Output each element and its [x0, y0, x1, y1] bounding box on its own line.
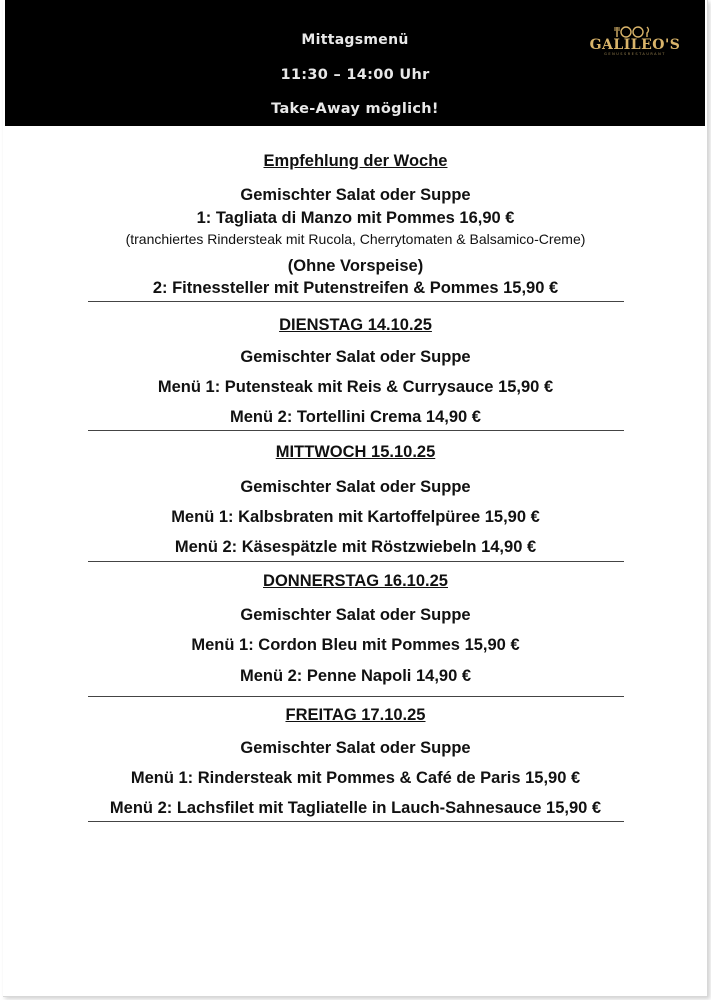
- section-divider: [88, 430, 624, 431]
- week-menu-2: 2: Fitnessteller mit Putenstreifen & Pommes 15,90 €: [152, 279, 559, 297]
- day-starter: Gemischter Salat oder Suppe: [240, 739, 471, 757]
- day-menu-1: Menü 1: Putensteak mit Reis & Currysauce 15,90 €: [157, 378, 554, 396]
- restaurant-logo: [589, 26, 681, 66]
- menu-page: [3, 0, 708, 997]
- opening-hours: 11:30 – 14:00 Uhr: [280, 67, 430, 83]
- week-no-starter: (Ohne Vorspeise): [287, 257, 424, 275]
- day-heading-wednesday: MITTWOCH 15.10.25: [275, 443, 436, 461]
- week-starter: Gemischter Salat oder Suppe: [240, 186, 471, 204]
- week-menu-1: 1: Tagliata di Manzo mit Pommes 16,90 €: [196, 209, 515, 227]
- day-starter: Gemischter Salat oder Suppe: [240, 348, 471, 366]
- logo-wordmark: GALILEO'S: [589, 37, 681, 53]
- section-divider: [88, 696, 624, 697]
- week-heading: Empfehlung der Woche: [263, 152, 448, 170]
- day-heading-tuesday: DIENSTAG 14.10.25: [279, 316, 432, 334]
- day-menu-2: Menü 2: Tortellini Crema 14,90 €: [230, 408, 481, 426]
- day-heading-friday: FREITAG 17.10.25: [285, 706, 426, 724]
- day-menu-1: Menü 1: Cordon Bleu mit Pommes 15,90 €: [191, 636, 520, 654]
- day-menu-1: Menü 1: Rindersteak mit Pommes & Café de Paris 15,90 €: [130, 769, 581, 787]
- menu-title: Mittagsmenü: [301, 32, 409, 48]
- logo-tagline: GENUSSRESTAURANT: [604, 52, 666, 56]
- section-divider: [88, 821, 624, 822]
- takeaway-note: Take-Away möglich!: [271, 101, 439, 117]
- week-menu-1-note: (tranchiertes Rindersteak mit Rucola, Cherrytomaten & Balsamico-Creme): [125, 231, 586, 247]
- section-divider: [88, 301, 624, 302]
- menu-header: [5, 0, 705, 126]
- section-divider: [88, 561, 624, 562]
- day-menu-2: Menü 2: Lachsfilet mit Tagliatelle in Lauch-Sahnesauce 15,90 €: [109, 799, 602, 817]
- day-heading-thursday: DONNERSTAG 16.10.25: [263, 572, 448, 590]
- day-menu-2: Menü 2: Penne Napoli 14,90 €: [239, 667, 472, 685]
- day-starter: Gemischter Salat oder Suppe: [240, 478, 471, 496]
- day-menu-2: Menü 2: Käsespätzle mit Röstzwiebeln 14,90 €: [174, 538, 537, 556]
- day-starter: Gemischter Salat oder Suppe: [240, 606, 471, 624]
- day-menu-1: Menü 1: Kalbsbraten mit Kartoffelpüree 15,90 €: [171, 508, 540, 526]
